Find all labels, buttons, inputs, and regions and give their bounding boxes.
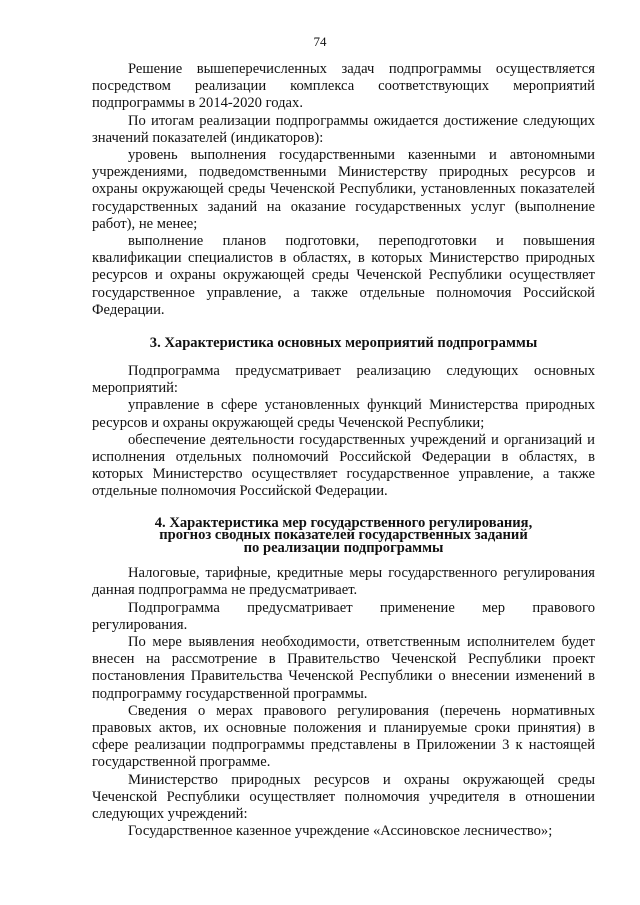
- paragraph: выполнение планов подготовки, переподготовки и повышения квалификации специалистов в областях, в которых Министерство природных ресурсов и охраны окружающей среды Чеченской Республики осуществляет государственное управление, а также отдельные полномочия Российской Федерации.: [92, 233, 595, 318]
- paragraph: Министерство природных ресурсов и охраны окружающей среды Чеченской Республики осуществляет полномочия учредителя в отношении следующих учреждений:: [92, 771, 595, 823]
- paragraph: Сведения о мерах правового регулирования (перечень нормативных правовых актов, их основные положения и планируемые сроки принятия) в сфере реализации подпрограммы представлены в Приложении 3 к настоящей государственной программе.: [92, 702, 595, 771]
- section-4-heading-line: 4. Характеристика мер государственного регулирования,: [154, 514, 533, 531]
- page-content: [92, 61, 595, 840]
- paragraph: уровень выполнения государственными казенными и автономными учреждениями, подведомственными Министерству природных ресурсов и охраны окружающей среды Чеченской Республики, установленных показателей государственных заданий на оказание государственных услуг (выполнение работ), не менее;: [92, 147, 595, 232]
- paragraph: обеспечение деятельности государственных учреждений и организаций и исполнения отдельных полномочий Российской Федерации в областях, в которых Министерство осуществляет государственное управление, а также отдельные полномочия Российской Федерации.: [92, 431, 595, 500]
- paragraph: Решение вышеперечисленных задач подпрограммы осуществляется посредством реализации комплекса соответствующих мероприятий подпрограммы в 2014-2020 годах.: [92, 61, 595, 112]
- paragraph: управление в сфере установленных функций Министерства природных ресурсов и охраны окружающей среды Чеченской Республики;: [92, 397, 595, 431]
- paragraph: Государственное казенное учреждение «Ассиновское лесничество»;: [128, 823, 553, 840]
- paragraph: По мере выявления необходимости, ответственным исполнителем будет внесен на рассмотрение в Правительство Чеченской Республики проект постановления Правительства Чеченской Республики о внесении изменений в подпрограмму государственной программы.: [92, 633, 595, 702]
- section-3-heading: 3. Характеристика основных мероприятий подпрограммы: [149, 335, 538, 352]
- paragraph: Налоговые, тарифные, кредитные меры государственного регулирования данная подпрограмма не предусматривает.: [92, 565, 595, 599]
- section-4-heading-line: прогноз сводных показателей государственных заданий: [159, 527, 528, 544]
- paragraph: Подпрограмма предусматривает применение мер правового регулирования.: [92, 599, 595, 633]
- page-number: 74: [313, 34, 327, 49]
- paragraph: Подпрограмма предусматривает реализацию следующих основных мероприятий:: [92, 363, 595, 397]
- section-4-heading-line: по реализации подпрограммы: [243, 539, 444, 556]
- section-4-heading: [92, 514, 595, 556]
- paragraph: По итогам реализации подпрограммы ожидается достижение следующих значений показателей (индикаторов):: [92, 112, 595, 146]
